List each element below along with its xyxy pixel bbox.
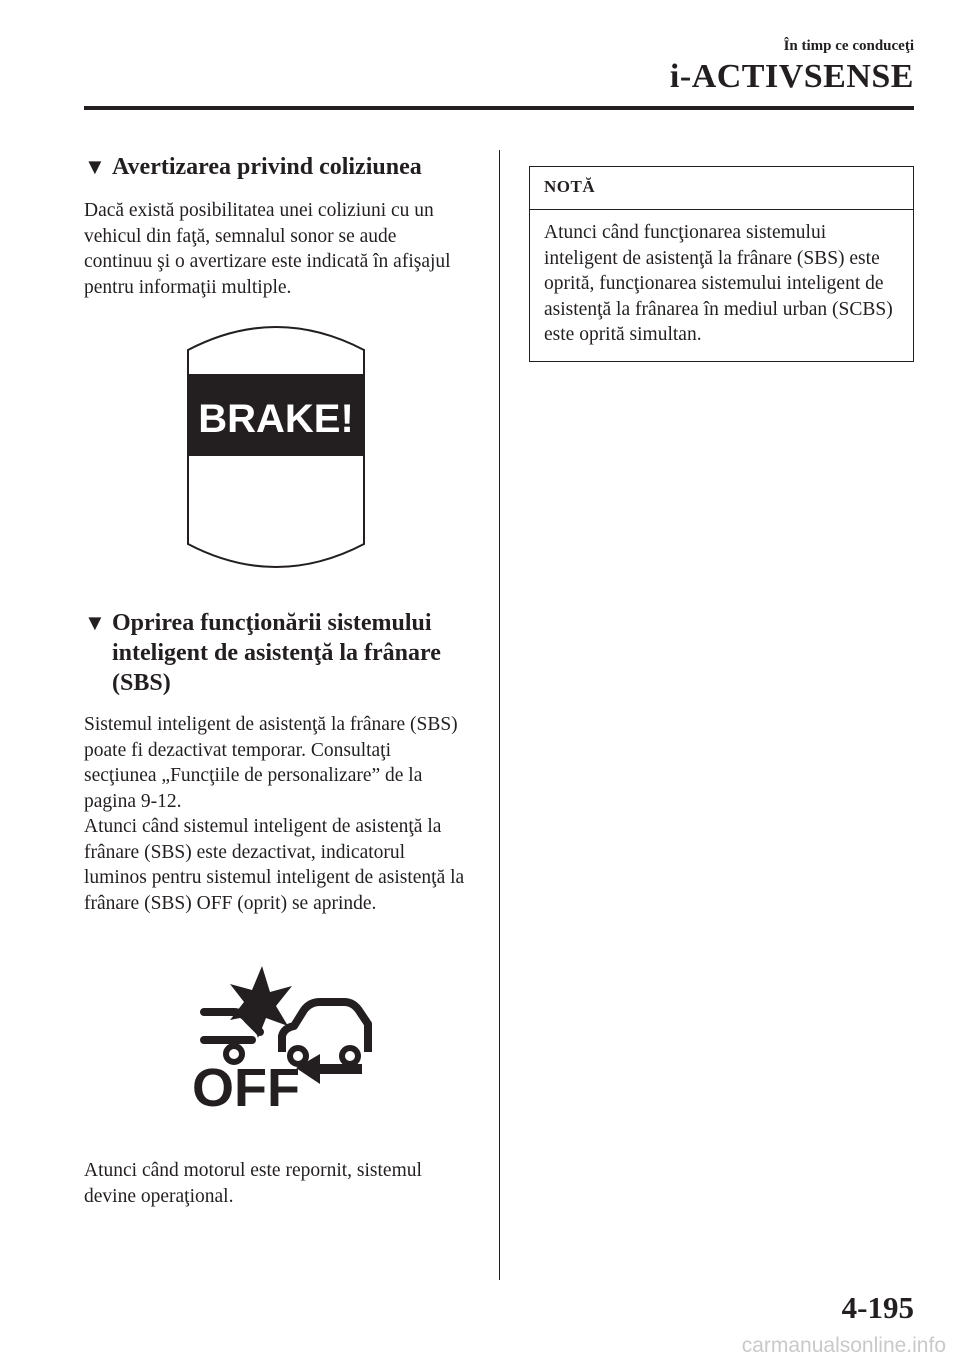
note-title: NOTĂ <box>530 167 913 210</box>
heading-text: Avertizarea privind coliziunea <box>112 154 422 180</box>
brake-warning-figure <box>84 312 468 602</box>
note-box <box>529 166 914 362</box>
sbs-off-paragraph-2: Atunci când sistemul inteligent de asistenţă la frânare (SBS) este dezactivat, indicatorul luminos pentru sistemul inteligent de asistenţă la frânare (SBS) OFF (oprit) se aprinde. <box>84 816 465 914</box>
sbs-off-paragraph-1: Sistemul inteligent de asistenţă la frânare (SBS) poate fi dezactivat temporar. Consultaţi secţiunea „Funcţiile de personalizare” de la pagina 9-12. <box>84 714 458 812</box>
brake-label: BRAKE! <box>198 397 354 441</box>
note-body: Atunci când funcţionarea sistemului inteligent de asistenţă la frânare (SBS) este oprită, funcţionarea sistemului inteligent de asistenţă la frânarea în mediul urban (SCBS) este oprită simultan. <box>544 222 893 345</box>
left-column <box>84 152 468 1209</box>
brake-display-icon <box>84 312 468 602</box>
collision-warning-heading <box>84 152 468 182</box>
sbs-off-indicator-icon <box>84 966 468 1136</box>
triangle-marker-icon: ▼ <box>84 154 106 179</box>
collision-warning-paragraph: Dacă există posibilitatea unei coliziuni cu un vehicul din faţă, semnalul sonor se aude continuu şi o avertizare este indicată în afişajul pentru informaţii multiple. <box>84 200 451 298</box>
page-number: 4-195 <box>841 1290 914 1325</box>
triangle-marker-icon: ▼ <box>84 610 106 635</box>
watermark: carmanualsonline.info <box>741 1334 946 1357</box>
column-divider <box>499 150 500 1280</box>
restart-paragraph: Atunci când motorul este repornit, sistemul devine operaţional. <box>84 1160 422 1207</box>
off-label: OFF <box>192 1058 300 1118</box>
sbs-off-heading <box>84 608 468 698</box>
section-title: i-ACTIVSENSE <box>669 58 914 95</box>
chapter-title: În timp ce conduceţi <box>783 38 914 54</box>
header-rule <box>84 106 914 110</box>
sbs-off-indicator-figure <box>84 966 468 1136</box>
heading-text: Oprirea funcţionării sistemului inteligent de asistenţă la frânare (SBS) <box>112 610 441 696</box>
